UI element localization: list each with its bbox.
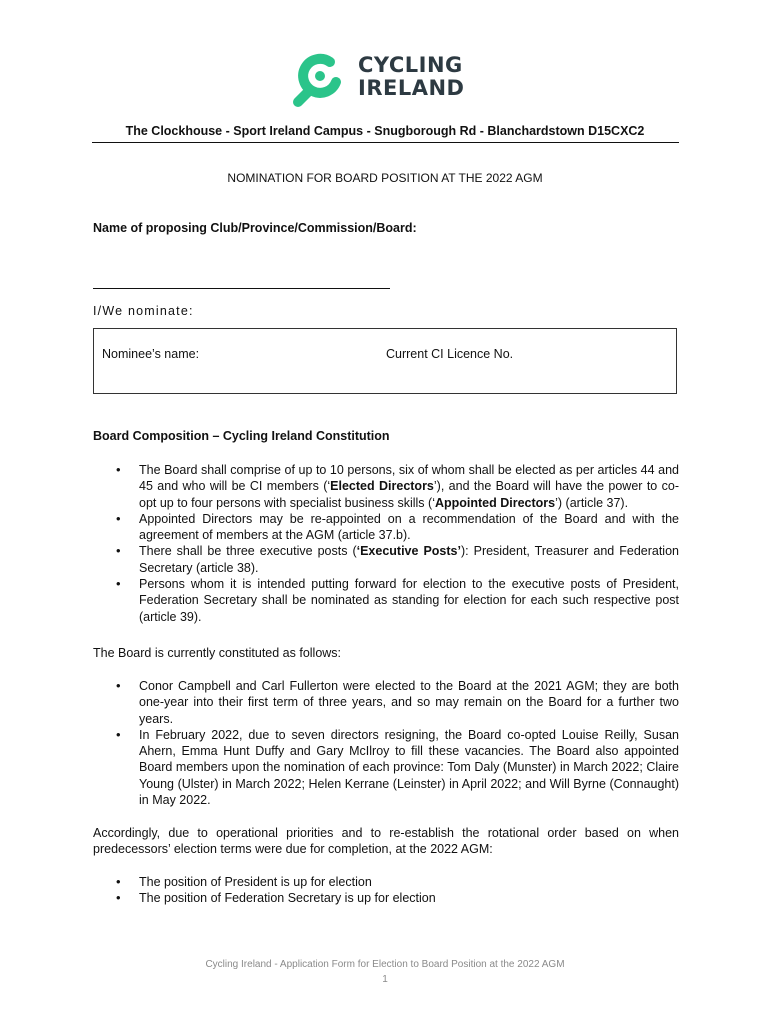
logo-line-1: CYCLING bbox=[358, 53, 463, 77]
list-item-text: In February 2022, due to seven directors resigning, the Board co-opted Louise Reilly, Susan Ahern, Emma Hunt Duffy and Gary McIlroy to fill these vacancies. The Board also appointed Board members upon the nomination of each province: Tom Daly (Munster) in March 2022; Claire Young (Ulster) in March 2022; Helen Kerrane (Leinster) in April 2022; and Will Byrne (Connaught) in May 2022. bbox=[139, 727, 679, 808]
nominee-box[interactable] bbox=[93, 328, 677, 394]
cycling-ireland-logo-icon bbox=[292, 52, 348, 108]
list-item-text: The position of Federation Secretary is up for election bbox=[139, 891, 436, 906]
list-item bbox=[93, 576, 679, 625]
list-item-text: The position of President is up for election bbox=[139, 875, 372, 889]
accordingly-paragraph: Accordingly, due to operational priorities and to re-establish the rotational order based on when predecessors’ election terms were due for completion, at the 2022 AGM: bbox=[93, 826, 679, 857]
list-item bbox=[93, 462, 679, 511]
header-divider bbox=[92, 142, 679, 143]
list-item-text: The Board shall comprise of up to 10 persons, six of whom shall be elected as per articles 44 and 45 and who will be CI members (‘ bbox=[139, 463, 679, 494]
address-line: The Clockhouse - Sport Ireland Campus - Snugborough Rd - Blanchardstown D15CXC2 bbox=[125, 124, 645, 138]
logo-wordmark bbox=[358, 54, 464, 100]
positions-list bbox=[93, 874, 679, 907]
nominate-label: I/We nominate: bbox=[93, 304, 194, 318]
board-composition-heading: Board Composition – Cycling Ireland Constitution bbox=[93, 429, 390, 443]
list-item bbox=[93, 543, 679, 576]
list-item-text: There shall be three executive posts ( bbox=[139, 544, 357, 559]
bold-term: Elected Directors bbox=[330, 479, 434, 494]
list-item-text: Conor Campbell and Carl Fullerton were elected to the Board at the 2021 AGM; they are both one-year into their first term of three years, and so may remain on the Board for a further two years. bbox=[139, 679, 679, 726]
document-title: NOMINATION FOR BOARD POSITION AT THE 2022 AGM bbox=[227, 171, 543, 185]
bold-term: Appointed Directors bbox=[434, 495, 556, 510]
footer-text: Cycling Ireland - Application Form for Election to Board Position at the 2022 AGM bbox=[205, 959, 565, 970]
proposer-label: Name of proposing Club/Province/Commission/Board: bbox=[93, 221, 417, 235]
list-item bbox=[93, 874, 679, 890]
list-item-text: Appointed Directors may be re-appointed on a recommendation of the Board and with the agreement of members at the AGM (article 37.b). bbox=[139, 511, 679, 543]
list-item bbox=[93, 727, 679, 808]
logo-line-2: IRELAND bbox=[358, 76, 465, 100]
board-composition-list bbox=[93, 462, 679, 625]
board-current-list bbox=[93, 678, 679, 808]
page-number: 1 bbox=[382, 974, 388, 985]
nominee-name-label: Nominee’s name: bbox=[102, 347, 200, 361]
bold-term: ‘Executive Posts’ bbox=[356, 544, 461, 559]
list-item bbox=[93, 890, 679, 906]
list-item-text: Persons whom it is intended putting forward for election to the executive posts of President, Federation Secretary shall be nominated as standing for election for each such respective post (article 39). bbox=[139, 577, 679, 624]
licence-number-label: Current CI Licence No. bbox=[386, 347, 514, 361]
list-item bbox=[93, 678, 679, 727]
board-current-intro: The Board is currently constituted as follows: bbox=[93, 646, 342, 660]
list-item-text: ): President, Treasurer and Federation Secretary (article 38). bbox=[139, 544, 679, 575]
cycling-ireland-logo bbox=[292, 52, 472, 110]
page-footer bbox=[0, 957, 770, 987]
list-item bbox=[93, 511, 679, 544]
proposer-signature-line[interactable] bbox=[93, 288, 390, 289]
list-item-text: ’) (article 37). bbox=[555, 495, 629, 510]
list-item-text: ’), and the Board will have the power to co-opt up to four persons with specialist business skills (‘ bbox=[139, 479, 679, 510]
